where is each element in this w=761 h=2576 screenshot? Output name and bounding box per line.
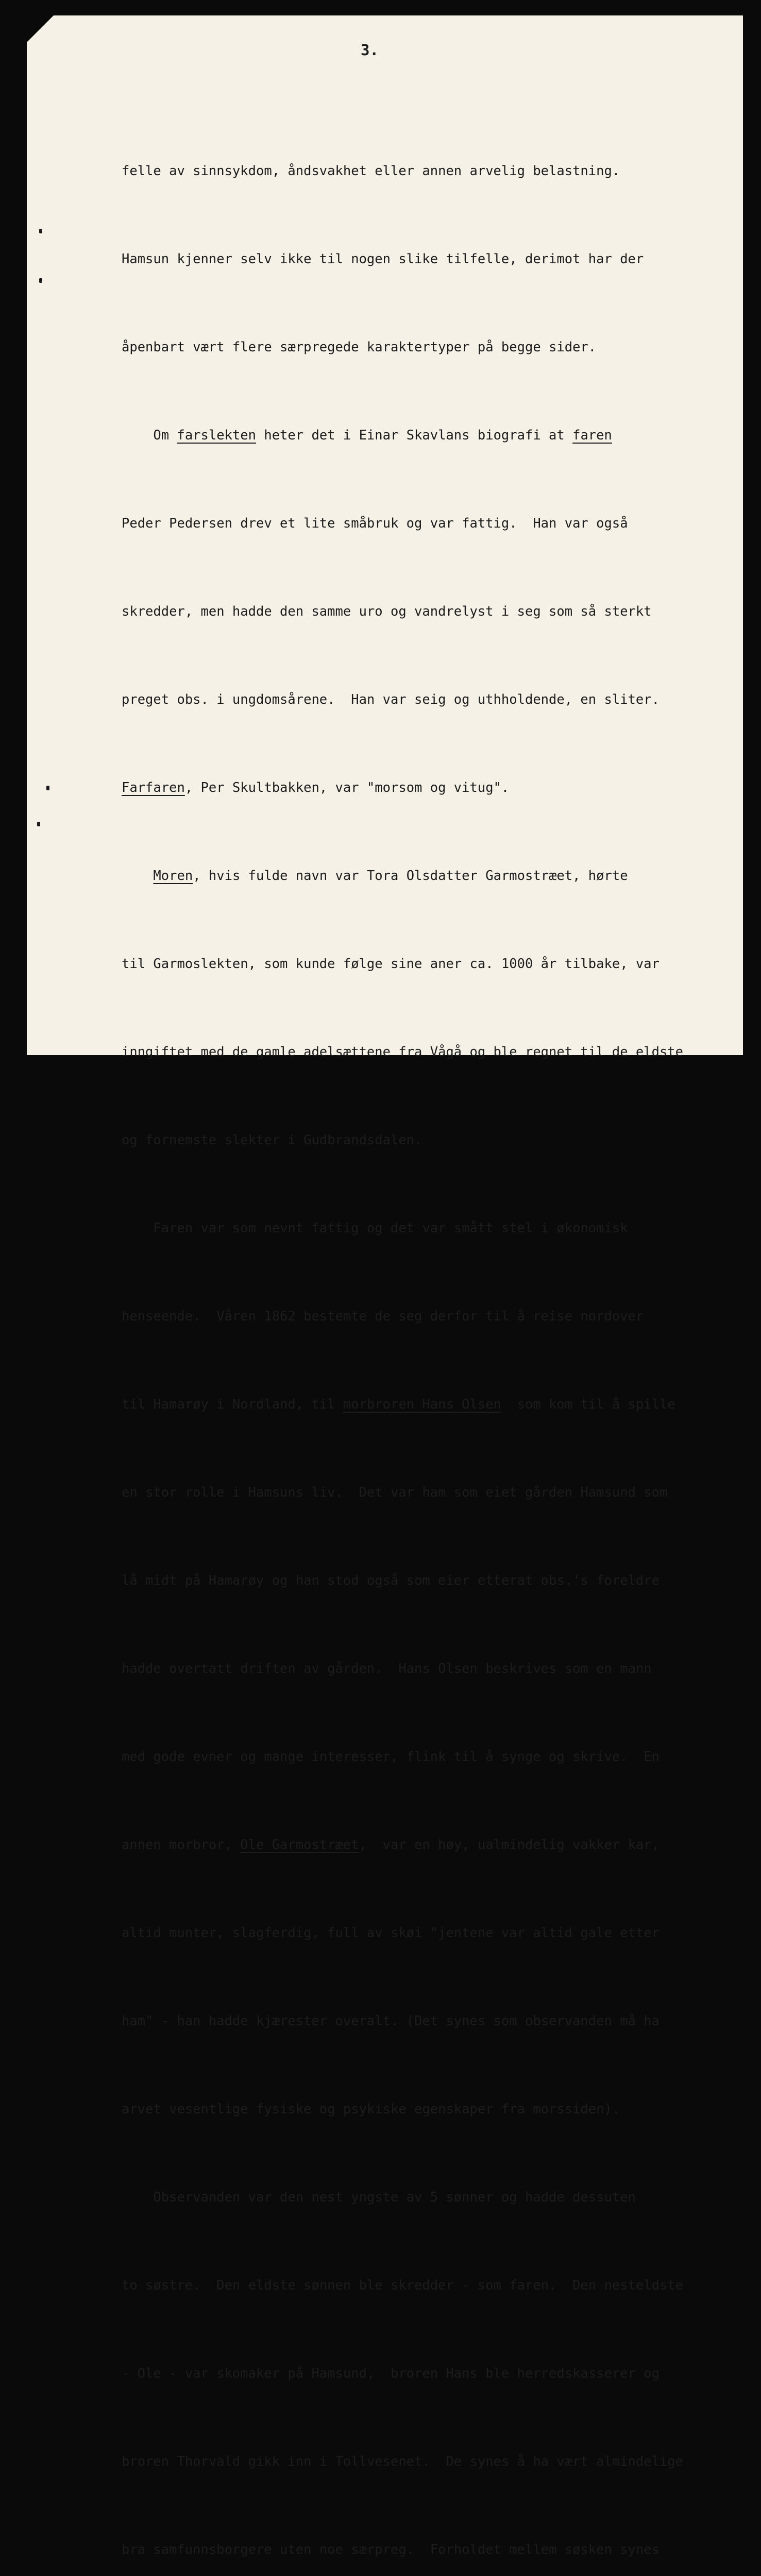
text-segment: Om [122, 428, 177, 443]
underlined-farslekten: farslekten [177, 428, 256, 443]
text-line-17: lå midt på Hamarøy og han stod også som eier etterat obs.'s foreldre [122, 1573, 659, 1588]
text-line-27: broren Thorvald gikk inn i Tollvesenet. De synes å ha vært almindelige [122, 2454, 684, 2469]
text-line-7: preget obs. i ungdomsårene. Han var seig og uthholdende, en sliter. [122, 692, 659, 707]
underlined-moren: Moren [153, 868, 193, 884]
text-line-18: hadde overtatt driften av gården. Hans Olsen beskrives som en mann [122, 1661, 652, 1676]
text-segment: , var en høy, ualmindelig vakker kar, [359, 1837, 659, 1853]
text-segment: annen morbror, [122, 1837, 241, 1853]
text-line-9 [122, 861, 745, 891]
page-number: 3. [361, 41, 379, 59]
text-line-16: en stor rolle i Hamsuns liv. Det var ham som eiet gården Hamsund som [122, 1485, 668, 1500]
underlined-ole-garmostraeet: Ole Garmostræet [240, 1837, 359, 1853]
text-segment: , hvis fulde navn var Tora Olsdatter Garmostræet, hørte [193, 868, 628, 884]
text-line-6: skredder, men hadde den samme uro og vandrelyst i seg som så sterkt [122, 604, 652, 619]
text-line-11: inngiftet med de gamle adelsættene fra Vågå og ble regnet til de eldste [122, 1044, 684, 1060]
text-line-15 [122, 1390, 745, 1419]
text-line-3: åpenbart vært flere særpregede karaktertyper på begge sider. [122, 340, 597, 355]
text-line-20 [122, 1831, 745, 1860]
typewritten-body [122, 98, 745, 2576]
text-line-21: altid munter, slagferdig, full av skøi "jentene var altid gale etter [122, 1925, 659, 1941]
text-line-24: Observanden var den nest yngste av 5 sønner og hadde dessuten [122, 2190, 636, 2205]
text-segment: som kom til å spille [501, 1397, 675, 1412]
text-line-8 [122, 773, 745, 803]
text-segment: , Per Skultbakken, var "morsom og vitug". [184, 780, 510, 795]
text-segment: heter det i Einar Skavlans biografi at [256, 428, 573, 443]
text-line-19: med gode evner og mange interesser, flink til å synge og skrive. En [122, 1749, 659, 1765]
margin-dot-mark [39, 229, 42, 233]
text-line-25: to søstre. Den eldste sønnen ble skredder - som faren. Den nesteldste [122, 2278, 684, 2293]
margin-dot-mark [37, 822, 40, 826]
underlined-farfaren: Farfaren [122, 780, 185, 795]
underlined-morbroren-hans-olsen: morbroren Hans Olsen [343, 1397, 501, 1412]
text-line-28: bra samfunnsborgere uten noe særpreg. Forholdet mellem søsken synes [122, 2542, 659, 2557]
text-line-5: Peder Pedersen drev et lite småbruk og var fattig. Han var også [122, 516, 628, 531]
margin-dot-mark [46, 786, 49, 790]
underlined-faren: faren [572, 428, 612, 443]
text-line-4 [122, 421, 745, 450]
text-segment [122, 868, 153, 884]
text-line-10: til Garmoslekten, som kunde følge sine aner ca. 1000 år tilbake, var [122, 956, 659, 972]
margin-dot-mark [39, 278, 42, 283]
text-line-2: Hamsun kjenner selv ikke til nogen slike tilfelle, derimot har der [122, 251, 644, 267]
text-line-22: ham" - han hadde kjærester overalt. (Det synes som observanden må ha [122, 2013, 659, 2029]
text-line-1: felle av sinnsykdom, åndsvakhet eller annen arvelig belastning. [122, 163, 620, 179]
text-line-23: arvet vesentlige fysiske og psykiske egenskaper fra morssiden). [122, 2102, 620, 2117]
text-line-26: - Ole - var skomaker på Hamsund, broren Hans ble herredskasserer og [122, 2366, 659, 2381]
text-segment: til Hamarøy i Nordland, til [122, 1397, 343, 1412]
text-line-13: Faren var som nevnt fattig og det var smått stel i økonomisk [122, 1221, 628, 1236]
text-line-12: og fornemste slekter i Gudbrandsdalen. [122, 1132, 422, 1148]
text-line-14: henseende. Våren 1862 bestemte de seg derfor til å reise nordover [122, 1309, 644, 1324]
